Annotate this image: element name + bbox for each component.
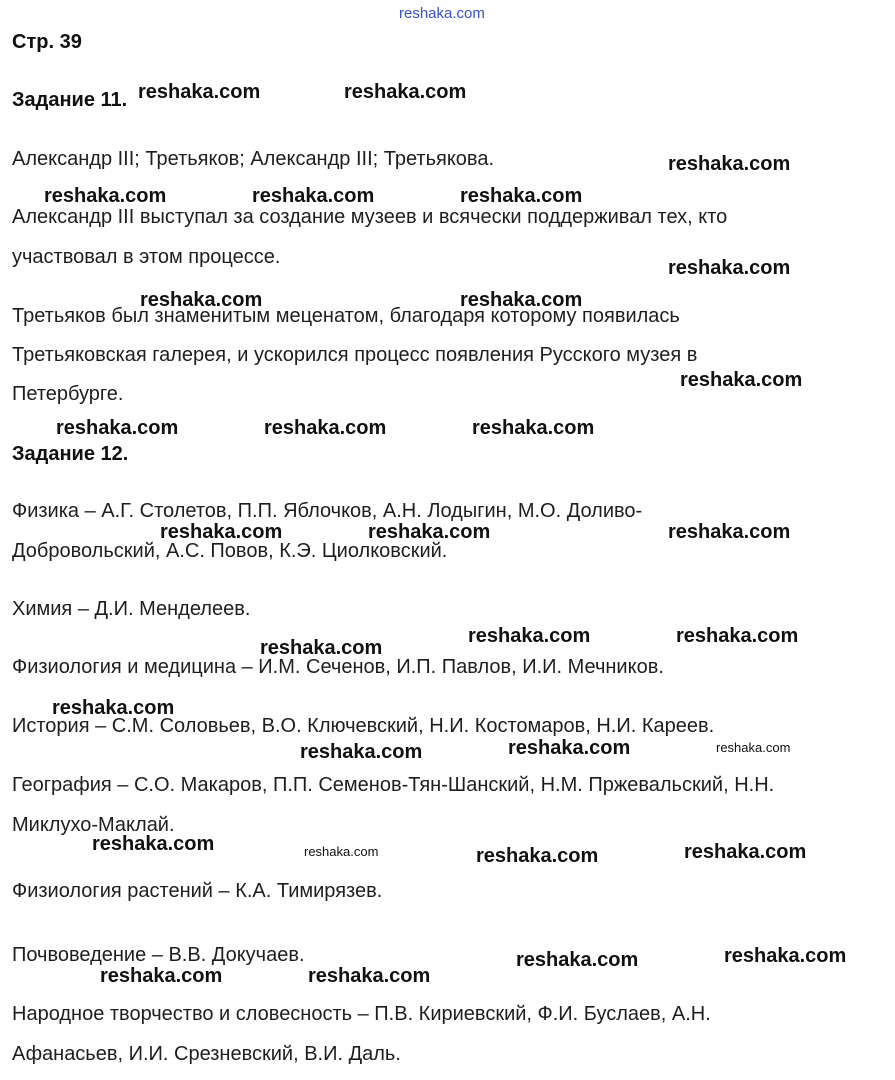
watermark: reshaka.com	[304, 844, 379, 859]
watermark: reshaka.com	[260, 637, 383, 659]
watermark: reshaka.com	[460, 289, 583, 311]
watermark: reshaka.com	[472, 417, 595, 439]
watermark: reshaka.com	[56, 417, 179, 439]
task12-title: Задание 12.	[12, 443, 129, 465]
watermark: reshaka.com	[368, 521, 491, 543]
task12-line: Физиология растений – К.А. Тимирязев.	[12, 880, 383, 902]
watermark: reshaka.com	[308, 965, 431, 987]
task11-line: участвовал в этом процессе.	[12, 246, 281, 268]
watermark: reshaka.com	[668, 153, 791, 175]
task11-line: Петербурге.	[12, 383, 124, 405]
watermark: reshaka.com	[138, 81, 261, 103]
task12-line: География – С.О. Макаров, П.П. Семенов-Тян-Шанский, Н.М. Пржевальский, Н.Н.	[12, 774, 775, 796]
watermark: reshaka.com	[684, 841, 807, 863]
task12-line: Физиология и медицина – И.М. Сеченов, И.П. Павлов, И.И. Мечников.	[12, 656, 664, 678]
watermark: reshaka.com	[44, 185, 167, 207]
watermark: reshaka.com	[252, 185, 375, 207]
watermark: reshaka.com	[716, 740, 791, 755]
watermark: reshaka.com	[668, 521, 791, 543]
watermark: reshaka.com	[264, 417, 387, 439]
watermark: reshaka.com	[344, 81, 467, 103]
watermark: reshaka.com	[516, 949, 639, 971]
task11-line: Александр III; Третьяков; Александр III; Третьякова.	[12, 148, 495, 170]
watermark: reshaka.com	[724, 945, 847, 967]
watermark: reshaka.com	[140, 289, 263, 311]
watermark: reshaka.com	[92, 833, 215, 855]
watermark: reshaka.com	[300, 741, 423, 763]
task12-line: Миклухо-Маклай.	[12, 814, 175, 836]
watermark: reshaka.com	[668, 257, 791, 279]
watermark: reshaka.com	[508, 737, 631, 759]
task12-line: Афанасьев, И.И. Срезневский, В.И. Даль.	[12, 1043, 401, 1065]
task12-line: Добровольский, А.С. Повов, К.Э. Циолковский.	[12, 540, 448, 562]
watermark: reshaka.com	[160, 521, 283, 543]
watermark: reshaka.com	[468, 625, 591, 647]
task11-line: Третьяковская галерея, и ускорился процесс появления Русского музея в	[12, 344, 698, 366]
watermark: reshaka.com	[676, 625, 799, 647]
task12-line: Народное творчество и словесность – П.В. Кириевский, Ф.И. Буслаев, А.Н.	[12, 1003, 711, 1025]
task12-line: Почвоведение – В.В. Докучаев.	[12, 944, 305, 966]
task12-line: История – С.М. Соловьев, В.О. Ключевский, Н.И. Костомаров, Н.И. Кареев.	[12, 715, 715, 737]
task12-line: Физика – А.Г. Столетов, П.П. Яблочков, А.Н. Лодыгин, М.О. Доливо-	[12, 500, 643, 522]
task12-line: Химия – Д.И. Менделеев.	[12, 598, 251, 620]
watermark: reshaka.com	[476, 845, 599, 867]
task11-line: Александр III выступал за создание музеев и всячески поддерживал тех, кто	[12, 206, 728, 228]
task11-title: Задание 11.	[12, 89, 128, 111]
watermark: reshaka.com	[680, 369, 803, 391]
watermark: reshaka.com	[100, 965, 223, 987]
page-label: Стр. 39	[12, 31, 82, 53]
watermark: reshaka.com	[52, 697, 175, 719]
watermark: reshaka.com	[460, 185, 583, 207]
task11-line: Третьяков был знаменитым меценатом, благодаря которому появилась	[12, 305, 680, 327]
watermark-top: reshaka.com	[399, 5, 485, 22]
